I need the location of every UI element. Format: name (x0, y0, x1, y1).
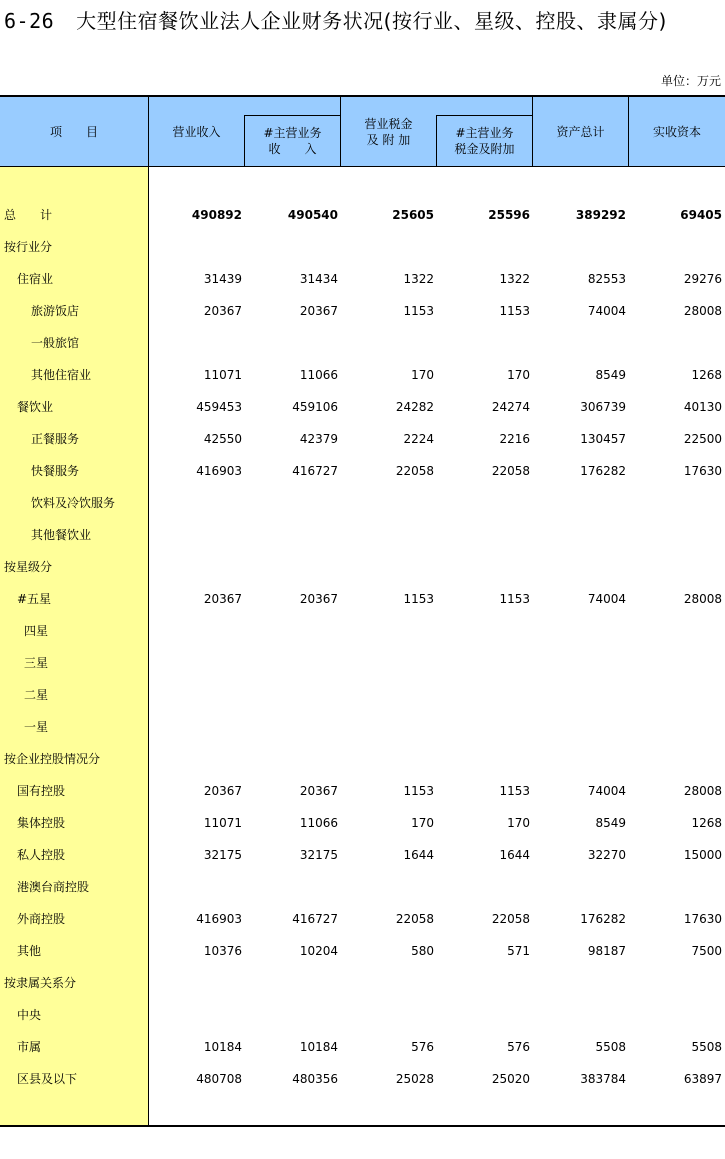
row-value: 25028 (395, 1072, 434, 1086)
row-value: 416903 (196, 464, 242, 478)
row-value: 580 (411, 944, 434, 958)
row-value: 5508 (691, 1040, 722, 1054)
row-value: 74004 (587, 784, 626, 798)
row-value: 11066 (299, 816, 338, 830)
row-value (440, 743, 530, 775)
row-value: 32175 (203, 848, 242, 862)
row-value (440, 711, 530, 743)
row-value: 40130 (683, 400, 722, 414)
row-value (536, 871, 626, 903)
table-row (0, 839, 725, 871)
table-row (0, 455, 725, 487)
row-value: 24282 (395, 400, 434, 414)
row-value: 1268 (691, 368, 722, 382)
table-header (0, 95, 725, 167)
row-value: 24274 (491, 400, 530, 414)
row-value (344, 615, 434, 647)
row-value (440, 967, 530, 999)
row-value: 416903 (196, 912, 242, 926)
row-value (536, 231, 626, 263)
header-capital: 实收资本 (652, 124, 701, 139)
row-value (248, 743, 338, 775)
row-label: 二星 (24, 688, 49, 702)
row-value: 306739 (580, 400, 626, 414)
table-row (0, 807, 725, 839)
row-value: 5508 (595, 1040, 626, 1054)
row-label: 按星级分 (4, 560, 53, 574)
row-value (632, 551, 722, 583)
header-divider (532, 97, 533, 166)
row-label: 按隶属关系分 (4, 976, 77, 990)
row-label: 中央 (17, 1008, 42, 1022)
row-value (344, 967, 434, 999)
row-value: 63897 (683, 1072, 722, 1086)
row-value (632, 999, 722, 1031)
row-value (248, 231, 338, 263)
row-value: 69405 (680, 208, 722, 222)
row-value: 1644 (499, 848, 530, 862)
row-value: 130457 (580, 432, 626, 446)
header-main-tax-line1: #主营业务 (455, 125, 514, 140)
row-value (344, 743, 434, 775)
table-row (0, 999, 725, 1031)
row-label: 正餐服务 (31, 432, 80, 446)
row-value (536, 711, 626, 743)
row-value: 15000 (683, 848, 722, 862)
row-value: 22058 (395, 912, 434, 926)
table-title: 大型住宿餐饮业法人企业财务状况(按行业、星级、控股、隶属分) (76, 9, 667, 33)
row-value: 176282 (580, 912, 626, 926)
row-value (248, 519, 338, 551)
row-value (152, 743, 242, 775)
row-value (440, 231, 530, 263)
header-tax-line1: 营业税金 (364, 116, 413, 131)
row-value: 20367 (299, 592, 338, 606)
table-row (0, 391, 725, 423)
table-row (0, 359, 725, 391)
row-value: 459453 (196, 400, 242, 414)
row-value (632, 871, 722, 903)
row-value (152, 679, 242, 711)
row-value: 32175 (299, 848, 338, 862)
table-row (0, 711, 725, 743)
row-value: 10204 (299, 944, 338, 958)
row-label: 住宿业 (17, 272, 54, 286)
row-value (248, 711, 338, 743)
row-value (440, 647, 530, 679)
row-value: 389292 (575, 208, 626, 222)
table-row (0, 487, 725, 519)
row-value: 29276 (683, 272, 722, 286)
row-value (536, 327, 626, 359)
row-value (536, 679, 626, 711)
row-value (632, 231, 722, 263)
row-value: 1322 (403, 272, 434, 286)
row-value (536, 519, 626, 551)
row-value (632, 519, 722, 551)
row-value (440, 871, 530, 903)
row-value: 459106 (292, 400, 338, 414)
row-value (248, 487, 338, 519)
row-value: 383784 (580, 1072, 626, 1086)
row-value: 74004 (587, 304, 626, 318)
row-label: 区县及以下 (17, 1072, 78, 1086)
row-value (632, 711, 722, 743)
row-value: 28008 (683, 304, 722, 318)
table-row (0, 935, 725, 967)
row-value: 11066 (299, 368, 338, 382)
row-value: 10376 (203, 944, 242, 958)
table-row (0, 231, 725, 263)
row-value (440, 999, 530, 1031)
row-value: 1153 (403, 592, 434, 606)
row-value (632, 615, 722, 647)
row-value (152, 551, 242, 583)
row-value (152, 871, 242, 903)
row-label: 四星 (24, 624, 49, 638)
table-row (0, 647, 725, 679)
row-value: 31439 (203, 272, 242, 286)
row-value: 480708 (196, 1072, 242, 1086)
table-row (0, 967, 725, 999)
header-subline (436, 115, 533, 116)
row-value: 576 (411, 1040, 434, 1054)
row-value: 10184 (203, 1040, 242, 1054)
table-row (0, 775, 725, 807)
table-row (0, 551, 725, 583)
row-value (632, 327, 722, 359)
table-row (0, 199, 725, 231)
row-label: 旅游饭店 (31, 304, 80, 318)
row-value (344, 679, 434, 711)
table-row (0, 295, 725, 327)
row-value (632, 679, 722, 711)
row-value: 28008 (683, 592, 722, 606)
row-value (344, 519, 434, 551)
header-subline (244, 115, 341, 116)
row-value: 20367 (299, 784, 338, 798)
row-value (344, 487, 434, 519)
table-row (0, 519, 725, 551)
table-bottom-rule (0, 1125, 725, 1127)
table-row (0, 327, 725, 359)
row-value (248, 967, 338, 999)
row-value: 1153 (403, 304, 434, 318)
row-value: 17630 (683, 912, 722, 926)
table-row (0, 583, 725, 615)
row-value: 170 (411, 816, 434, 830)
row-value: 11071 (203, 368, 242, 382)
header-main-tax-line2: 税金及附加 (454, 141, 515, 156)
table-row (0, 871, 725, 903)
header-main-revenue-line1: #主营业务 (263, 125, 322, 140)
row-value (152, 647, 242, 679)
header-main-tax (437, 115, 532, 166)
row-value: 22058 (491, 912, 530, 926)
header-revenue: 营业收入 (172, 124, 221, 139)
header-item: 项 目 (49, 124, 98, 139)
row-label: #五星 (17, 592, 52, 606)
row-value (536, 967, 626, 999)
row-value: 8549 (595, 816, 626, 830)
row-value (536, 647, 626, 679)
row-value (536, 487, 626, 519)
row-value (344, 871, 434, 903)
row-value (152, 327, 242, 359)
table-row (0, 263, 725, 295)
row-label: 集体控股 (17, 816, 66, 830)
header-divider (436, 115, 437, 166)
row-value: 20367 (203, 592, 242, 606)
row-label: 快餐服务 (31, 464, 80, 478)
header-divider (148, 97, 149, 166)
row-value (248, 327, 338, 359)
row-value (632, 743, 722, 775)
row-value: 31434 (299, 272, 338, 286)
row-value (632, 967, 722, 999)
row-value (440, 327, 530, 359)
row-label: 饮料及冷饮服务 (31, 496, 116, 510)
row-value (536, 551, 626, 583)
page-title (4, 6, 667, 36)
table-row (0, 615, 725, 647)
row-value: 28008 (683, 784, 722, 798)
table-row (0, 679, 725, 711)
row-value: 17630 (683, 464, 722, 478)
row-value (152, 487, 242, 519)
row-label: 总 计 (4, 208, 53, 222)
header-assets: 资产总计 (556, 124, 605, 139)
row-value: 490892 (191, 208, 242, 222)
row-value: 25020 (491, 1072, 530, 1086)
row-value: 490540 (287, 208, 338, 222)
row-value (152, 519, 242, 551)
row-value: 1322 (499, 272, 530, 286)
row-value: 82553 (587, 272, 626, 286)
row-value (440, 519, 530, 551)
row-label: 其他住宿业 (31, 368, 92, 382)
row-value: 10184 (299, 1040, 338, 1054)
row-value: 32270 (587, 848, 626, 862)
row-value (248, 647, 338, 679)
row-value (344, 711, 434, 743)
row-label: 其他餐饮业 (31, 528, 92, 542)
row-label: 三星 (24, 656, 49, 670)
row-value: 42550 (203, 432, 242, 446)
row-label: 私人控股 (17, 848, 66, 862)
row-value (536, 999, 626, 1031)
row-value: 1644 (403, 848, 434, 862)
row-label: 其他 (17, 944, 42, 958)
row-label: 港澳台商控股 (17, 880, 90, 894)
row-value (344, 327, 434, 359)
row-value (536, 743, 626, 775)
row-value: 571 (507, 944, 530, 958)
row-value (152, 615, 242, 647)
header-main-revenue-line2: 收 入 (268, 141, 317, 156)
row-label: 国有控股 (17, 784, 66, 798)
table-row (0, 743, 725, 775)
row-value: 170 (411, 368, 434, 382)
row-value: 2216 (499, 432, 530, 446)
row-value: 22058 (395, 464, 434, 478)
row-label: 餐饮业 (17, 400, 54, 414)
row-value (152, 967, 242, 999)
header-divider (244, 115, 245, 166)
row-value (344, 999, 434, 1031)
row-label: 市属 (17, 1040, 42, 1054)
row-value: 22500 (683, 432, 722, 446)
table-number: 6-26 (4, 9, 55, 33)
row-value (440, 551, 530, 583)
row-value (344, 647, 434, 679)
row-value (440, 679, 530, 711)
row-value (344, 231, 434, 263)
row-value (248, 679, 338, 711)
row-value (440, 487, 530, 519)
row-value: 480356 (292, 1072, 338, 1086)
row-value: 170 (507, 368, 530, 382)
row-value (248, 871, 338, 903)
unit-label: 单位：万元 (660, 74, 721, 88)
header-tax-line2: 及 附 加 (366, 132, 411, 147)
row-value: 20367 (203, 784, 242, 798)
row-value (632, 487, 722, 519)
row-value: 1153 (499, 592, 530, 606)
row-value: 1153 (403, 784, 434, 798)
row-label: 按行业分 (4, 240, 53, 254)
row-value: 2224 (403, 432, 434, 446)
table-row (0, 1031, 725, 1063)
table-row (0, 903, 725, 935)
row-value: 11071 (203, 816, 242, 830)
header-divider (628, 97, 629, 166)
row-value: 42379 (299, 432, 338, 446)
row-value (152, 711, 242, 743)
row-value: 1268 (691, 816, 722, 830)
header-divider (340, 97, 341, 166)
row-value: 1153 (499, 784, 530, 798)
row-value: 176282 (580, 464, 626, 478)
row-value: 8549 (595, 368, 626, 382)
row-value: 20367 (299, 304, 338, 318)
row-value: 7500 (691, 944, 722, 958)
row-label: 一星 (24, 720, 49, 734)
row-value: 1153 (499, 304, 530, 318)
row-value: 576 (507, 1040, 530, 1054)
row-value (440, 615, 530, 647)
row-value (632, 647, 722, 679)
row-value: 22058 (491, 464, 530, 478)
row-value: 20367 (203, 304, 242, 318)
header-main-revenue (245, 115, 340, 166)
table-row (0, 423, 725, 455)
row-label: 按企业控股情况分 (4, 752, 101, 766)
row-value: 170 (507, 816, 530, 830)
row-value (152, 999, 242, 1031)
header-tax (341, 97, 436, 166)
table-row (0, 1063, 725, 1095)
row-value (248, 999, 338, 1031)
row-value (248, 615, 338, 647)
row-value: 25605 (392, 208, 434, 222)
row-value: 74004 (587, 592, 626, 606)
row-label: 外商控股 (17, 912, 66, 926)
row-value (152, 231, 242, 263)
row-value (344, 551, 434, 583)
row-value: 416727 (292, 912, 338, 926)
row-value (248, 551, 338, 583)
row-value: 416727 (292, 464, 338, 478)
row-value (536, 615, 626, 647)
row-value: 25596 (488, 208, 530, 222)
row-label: 一般旅馆 (31, 336, 80, 350)
row-value: 98187 (587, 944, 626, 958)
